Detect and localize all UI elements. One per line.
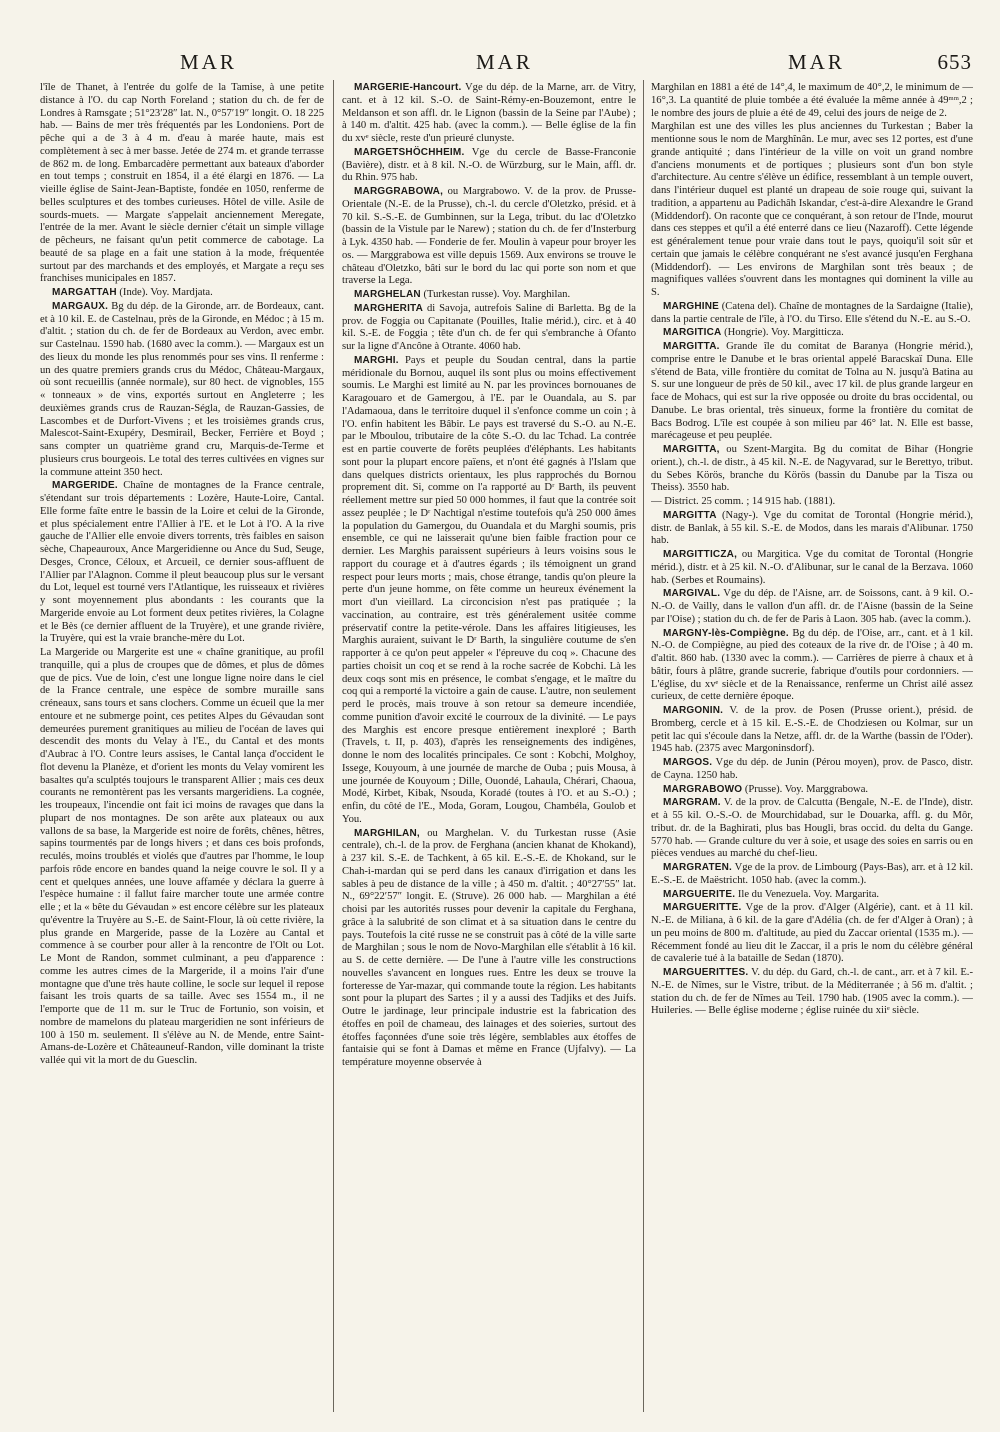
dictionary-entry [651,757,973,783]
dictionary-entry [651,510,973,548]
entry-headword: MARGITTA. [663,341,720,352]
entry-headword: MARGRABOWO [663,783,743,795]
entry-text: (Turkestan russe). Voy. Marghilan. [423,289,571,300]
dictionary-entry [651,902,973,966]
entry-headword: MARGHI. [354,354,399,366]
entry-headword: MARGATTAH [52,287,117,298]
text-column-right [651,82,973,1412]
dictionary-entry [342,82,636,146]
entry-headword: MARGUERITE. [663,888,736,900]
entry-headword: MARGHERITA [354,302,424,314]
dictionary-entry [651,341,973,443]
entry-text: V. du dép. du Gard, ch.-l. de cant., arr. et à 7 kil. E.-N.-E. de Nîmes, sur le Vistre, tribut. de la Méditerranée ; à 56 m. d'altit. ; station du ch. de fer de Nîmes au Teil. 1790 hab. (1905 avec la comm.). — Huileries. — Belle église moderne ; église ruinée du xiiᵉ siècle. [651,967,973,1017]
entry-headword: MARGNY-lès-Compiègne. [663,627,789,639]
entry-text: ou Marghelan. V. du Turkestan russe (Asie centrale), ch.-l. de la prov. de Ferghana (ancien khanat de Khokand), à 237 kil. S.-E. de Tachkent, à 65 kil. E.-S.-E. de Khokand, sur le Chah-i-mardan qui se perd dans les canaux d'irrigation et dans les sables à peu de distance de la ville ; à 450 m. d'altit. ; 40°27′55″ lat. N., 69°22′57″ longit. E. (Struve). 26 000 hab. — Marghilan a été choisi par les autorités russes pour devenir la capitale du Ferghana, grâce à la salubrité de son climat et à sa situation dans le centre du pays. Toutefois la cité russe ne se construit pas à côté de la ville sarte de Marghilan ; sous le nom de Novo-Marghilan elle s'établit à 16 kil. au S. de cette dernière. — De l'une à l'autre ville les constructions nouvelles s'avancent en longues rues. Entre les deux se trouve la forteresse de Yar-mazar, qui commande toute la région. Les habitants sont pour la plupart des Sartes ; il y a aussi des Tadjiks et des Juifs. Outre le jardinage, leur principale industrie est la fabrication des étoffes en poil de chameau, des lainages et des soieries, surtout des étoffes façonnées d'une soie très légère, semblables aux étoffes de fantaisie qui se font à Damas et même en France (Ujfalvy). — La température moyenne observée à [342,827,636,1068]
entry-headword: MARGUERITTE. [663,902,742,914]
dictionary-entry [40,287,324,300]
entry-text: V. de la prov. de Posen (Prusse orient.), présid. de Bromberg, cercle et à 15 kil. E.-S.-E. de Chodziesen ou Kolmar, sur un petit lac qui s'écoule dans la Netze, affl. dr. de la Warthe (bassin de l'Oder). 1945 hab. (2375 avec Margoninsdorf). [651,705,973,755]
entry-headword: MARGRATEN. [663,862,733,873]
dictionary-entry [651,889,973,902]
entry-text: Bg du dép. de l'Oise, arr., cant. et à 1 kil. N.-O. de Compiègne, au pied des coteaux de la rive dr. de l'Oise ; à 40 m. d'altit. 860 hab. (1330 avec la comm.). — Carrières de pierre à chaux et à bâtir, fours à plâtre, grande sucrerie, fabrique d'outils pour cordonniers. — L'église, du xvᵉ siècle et de la Renaissance, renferme un Christ ailé assez curieux, de cette dernière époque. [651,627,973,703]
entry-text: Marghilan est une des villes les plus anciennes du Turkestan ; Baber la mentionne sous le nom de Marghînân. Le mur, avec ses 12 portes, est d'une grande antiquité ; dans l'intérieur de la ville on voit un grand nombre d'anciens monuments et de portiques ; plusieurs sont d'un bon style d'architecture. Au centre s'élève un édifice, ressemblant à un temple ouvert, dans l'intérieur duquel est planté un drapeau de soie rouge qui, suivant la tradition, a appartenu au Padichâh Iskandar, c'est-à-dire Alexandre le Grand (Middendorf). On raconte que ce conquérant, à son retour de l'Inde, mourut dans ces steppes et qu'il a été enterré dans ce lieu (Nazaroff). Cette légende est généralement tenue pour vraie dans tout le pays, quoiqu'il soit sûr et certain que jamais le célèbre conquérant ne s'est avancé jusqu'en Ferghana (Middendorf). — Les environs de Marghilan sont très beaux ; de magnifiques vallées s'ouvrent dans les montagnes qui dominent la ville au S. [651,121,973,298]
entry-text: ou Szent-Margita. Bg du comitat de Bihar (Hongrie orient.), ch.-l. de distr., à 45 kil. N.-E. de Nagyvarad, sur le Berettyo, tribut. du Sebes Körös, branche du Körös (bassin du Danube par la Tisza ou Theiss). 3550 hab. [651,444,973,494]
entry-headword: MARGITTA [663,509,717,521]
entry-headword: MARGITICA [663,327,722,339]
dictionary-entry [651,705,973,756]
entry-headword: MARGIVAL. [663,588,721,600]
entry-text: Vge du cercle de Basse-Franconie (Bavière), distr. et à 8 kil. N.-O. de Würzburg, sur le Main, affl. dr. du Rhin. 975 hab. [342,146,636,184]
entry-text: La Margeride ou Margerite est une « chaîne granitique, au profil tranquille, qui a plus de croupes que de dômes, et plus de dômes que de pics. Vue de loin, c'est une longue ligne noire dans le ciel de la France centrale, une espèce de sombre muraille sans créneaux, sans tours et sans clochers. Comme un écueil que la mer entoure et ne submerge point, ces petites Alpes du Gévaudan sont demeurées purement granitiques au milieu de l'océan de laves qui descendit des monts du Velay à l'E., du Cantal et des monts d'Aubrac à l'O. Contre leurs assises, le Cantal lança d'occident le flot devenu la Planèze, et d'orient les monts du Velay vomirent les basaltes qu'a sculptés toujours le transparent Allier ; mais ces deux courants ne remontèrent pas les versants margeridiens. La cognée, les troupeaux, l'incendie ont fait ici moins de ravages que dans la plupart de nos montagnes. De son arête aux plateaux ou aux vallons de sa base, la Margeride est noire de forêts, chênes, hêtres, sapins tourmentés par de longs hivers ; et dans ces bois profonds, reculés, moins troublés et violés que d'autres par l'homme, le loup parfois rôde encore en bandes quand la neige couvre le sol. Il y a cent et quelques années, une louve affamée y déclara la guerre à l'espèce humaine : il fallut faire marcher toute une armée contre elle ; et la « bête du Gévaudan » est encore célèbre sur les plateaux qu'éventre la Truyère au S.-E. de Saint-Flour, là où cette rivière, la plus grande en Margeride, passe de la Lozère au Cantal et commence à se courber pour aller à la rencontre de l'Olt ou Lot. Le Mont de Randon, sommet culminant, a peu d'apparence : comme les autres cimes de la Margeride, il a moins l'air d'une montagne que d'une très haute colline, le socle sur lequel il repose faisant les trois quarts de sa taille. Avec ses 1554 m., il ne l'emporte que de 11 m. sur le Truc de Fortunio, son voisin, et nombre de mamelons du plateau margeridien ne sont inférieurs de 100 à 150 m. seulement. Il s'élève au N. de Mende, entre Saint-Amans-de-Lozère et Châteauneuf-Randon, ville dominant la triste vallée qui vit la mort de du Guesclin. [40,647,324,1066]
dictionary-entry [651,301,973,327]
entry-text: Vge de la prov. de Limbourg (Pays-Bas), arr. et à 12 kil. E.-S.-E. de Maëstricht. 1050 hab. (avec la comm.). [651,862,973,886]
entry-headword: MARGAUX. [52,300,109,312]
dictionary-entry [40,82,324,286]
header-right-word: MAR [788,50,845,74]
entry-text: Vge du dép. de Junin (Pérou moyen), prov. de Pasco, distr. de Cayna. 1250 hab. [651,757,973,781]
page-number: 653 [937,50,972,74]
entry-text: (Catena del). Chaîne de montagnes de la Sardaigne (Italie), dans la partie centrale de l'île, à l'O. du Tirso. Elle s'étend du N.-E. au S.-O. [651,300,973,325]
entry-text: Marghilan en 1881 a été de 14°,4, le maximum de 40°,2, le minimum de — 16°,3. La quantité de pluie tombée a été évaluée la même année à 49ᵐᵐ,2 ; le nombre des jours de pluie a été de 49, celui des jours de neige de 2. [651,82,973,119]
entry-text: V. de la prov. de Calcutta (Bengale, N.-E. de l'Inde), distr. et à 55 kil. O.-S.-O. de Mourchidabad, sur le Douarka, affl. g. du Môr, tribut. dr. de la Baghirati, plus bas Hougli, bras occid. du delta du Gange. 5770 hab. — Grande culture du ver à soie, et usage des soies en sarris ou en pièces vendues au marché du chef-lieu. [651,797,973,860]
header-center-word: MAR [476,50,533,74]
entry-headword: MARGERIDE. [52,480,118,492]
column-divider [643,80,644,1412]
dictionary-entry [651,327,973,340]
entry-headword: MARGONIN. [663,705,724,716]
header-left-word: MAR [180,50,237,74]
dictionary-entry [651,628,973,705]
entry-headword: MARGHINE [663,300,720,312]
entry-text: Grande île du comitat de Baranya (Hongrie mérid.), comprise entre le Danube et le bras oriental appelé Baracskaï Duna. Elle s'étend de Bata, ville frontière du comitat de Tolna au N. jusqu'à Batina au S. sur une longueur de près de 50 kil., avec 17 kil. de plus grande largeur en face de Mohacs, qui est sur la rive opposée ou droite du bras occidental, ou Danube. Le bras oriental, très sinueux, forme la frontière du comitat de Bacs Bodrog. L'île est coupée à son milieu par 46° lat. N. Elle est basse, marécageuse et peu peuplée. [651,341,973,442]
entry-text: di Savoja, autrefois Saline di Barletta. Bg de la prov. de Foggia ou Capitanate (Pouilles, Italie mérid.), circ. et à 40 kil. S.-E. de Foggia ; tête d'un ch. de fer qui s'embranche à Ofanto sur la ligne d'Ancône à Otrante. 4060 hab. [342,302,636,352]
entry-text: (Hongrie). Voy. Margitticza. [724,327,844,339]
entry-text: Vge de la prov. d'Alger (Algérie), cant. et à 11 kil. N.-E. de Miliana, à 6 kil. de la gare d'Adélia (ch. de fer d'Alger à Oran) ; à un peu moins de 800 m. d'altitude, au pied du Zaccar oriental (1535 m.). — Récemment fondé au lieu dit le Zaccar, il a pris le nom du célèbre général de cavalerie tué à la bataille de Sedan (1870). [651,902,973,965]
dictionary-entry [342,147,636,185]
dictionary-entry [651,496,973,509]
text-column-left [40,82,324,1412]
entry-text: Ile du Venezuela. Voy. Margarita. [737,888,880,900]
entry-headword: MARGERIE-Hancourt. [354,82,462,93]
text-column-middle [342,82,636,1412]
dictionary-entry [40,647,324,1068]
entry-text: (Inde). Voy. Mardjata. [119,287,213,298]
dictionary-entry [651,444,973,495]
dictionary-entry [40,301,324,480]
entry-text: (Nagy-). Vge du comitat de Torontal (Hongrie mérid.), distr. de Banlak, à 55 kil. S.-E. de Modos, dans les marais d'Alibunar. 1750 hab. [651,509,973,547]
dictionary-entry [342,303,636,354]
entry-headword: MARGHILAN, [354,827,420,839]
dictionary-entry [651,967,973,1018]
entry-text: Vge du dép. de l'Aisne, arr. de Soissons, cant. à 9 kil. O.-N.-O. de Vailly, dans le vallon d'un affl. dr. de l'Aisne (bassin de la Seine par l'Oise) ; station du ch. de fer de Paris à Laon. 305 hab. (avec la comm.). [651,588,973,625]
dictionary-entry [651,797,973,861]
column-divider [333,80,334,1412]
dictionary-entry [342,289,636,302]
dictionary-entry [40,480,324,646]
dictionary-entry [342,828,636,1070]
dictionary-entry [342,355,636,827]
entry-text: ou Margitica. Vge du comitat de Torontal (Hongrie mérid.), distr. et à 25 kil. N.-O. d'Alibunar, sur le canal de la Berzava. 1060 hab. (Serbes et Roumains). [651,549,973,586]
entry-headword: MARGOS. [663,757,713,768]
entry-headword: MARGRAM. [663,797,721,809]
entry-text: Bg du dép. de la Gironde, arr. de Bordeaux, cant. et à 10 kil. E. de Castelnau, près de la Gironde, en Médoc ; à 15 m. d'altit. ; station du ch. de fer de Bordeaux au Verdon, avec embr. sur Castelnau. 1590 hab. (1680 avec la comm.). — Margaux est un des lieux du monde les plus renommés pour ses vins. Il renferme : un des quatre premiers grands crus du Médoc, Château-Margaux, où sont recueillis (année normale), sur 80 hect. de vignobles, 155 « tonneaux » de vins, exportés surtout en Angleterre ; les deuxièmes grands crus de Rauzan-Ségla, de Rauzan-Gassies, de Lascombes et de Durfort-Vivens ; et les troisièmes grands crus, Malescot-Saint-Exupéry, Desmirail, Becker, Ferrière et Boyd ; sans compter un quatrième grand cru, Marquis-de-Terme et plusieurs crus bourgeois. Le total des terres cultivées en vignes sur la commune atteint 350 hect. [40,300,324,478]
dictionary-entry [651,588,973,626]
entry-text: l'île de Thanet, à l'entrée du golfe de la Tamise, à une petite distance à l'O. du cap North Foreland ; station du ch. de fer de Londres à Ramsgate ; 51°23′28″ lat. N., 0°57′19″ longit. O. 18 225 hab. — Bains de mer très fréquentés par les Londoniens. Port de pêche qui a de 3 à 4 m. d'eau à marée haute, mais est complètement à sec à mer basse. Jetée de 274 m. et grande terrasse de 862 m. de long. Embarcadère permettant aux bateaux d'aborder en tout temps ; construit en 1854, il a été élargi en 1876. — La vieille église de Saint-Jean-Baptiste, fondée en 1050, renferme de belles sculptures et des tombes curieuses. Hôtel de ville. Asile de sourds-muets. — Margate s'appelait anciennement Meregate, l'entrée de la mer. Avant le siècle dernier c'était un simple village de pêcheurs, ne faisant qu'un petit commerce de cabotage. La beauté de sa plage en a fait une station à la mode, fréquentée surtout par des marchands et des employés, et Margate a reçu ses franchises municipales en 1857. [40,82,324,285]
dictionary-entry [651,784,973,797]
entry-text: ou Margrabowo. V. de la prov. de Prusse-Orientale (N.-E. de la Prusse), ch.-l. du cercle d'Oletzko, présid. et à 70 kil. S.-S.-E. de Gumbinnen, sur la Lega, tribut. du lac d'Oletzko (bassin de la Vistule par le Narew) ; station du ch. de fer d'Insterburg à Lyk. 4350 hab. — Fonderie de fer. Moulin à vapeur pour broyer les os. — Marggrabowa est ville depuis 1569. Aux environs se trouve le château d'Oletzko, bâti sur le bord du lac qui porte son nom et que traverse la Lega. [342,186,636,287]
entry-headword: MARGETSHÖCHHEIM. [354,146,465,158]
dictionary-entry [651,549,973,587]
entry-headword: MARGUERITTES. [663,967,749,978]
entry-text: — District. 25 comm. ; 14 915 hab. (1881). [651,496,836,507]
dictionary-entry [651,121,973,300]
dictionary-entry [651,862,973,888]
running-header [40,50,972,80]
entry-text: Chaîne de montagnes de la France centrale, s'étendant sur trois départements : Lozère, Haute-Loire, Cantal. Elle forme faîte entre le bassin de la Loire et celui de la Gironde, et plus spécialement entre l'Allier à l'E. et le Lot à l'O. A la rive gauche de l'Allier elle envoie divers torrents, très faibles en saison sèche, Chapeauroux, Ance Margeridienne ou Ance du Sud, Seuge, Desges, Cronce, Céloux, et Arcueil, ce dernier sous-affluent de l'Allier par l'Alagnon. Comme il pleut beaucoup plus sur le versant du Lot, lequel est tourné vers l'Atlantique, les ruisseaux et rivières y sont moyennement plus abondants : les courants que la Margeride envoie au Lot forment deux petites rivières, la Colagne et le Bès (ce dernier affluent de la Truyère), et une grande rivière, la Truyère, qui est la vraie branche-mère du Lot. [40,480,324,645]
dictionary-entry [651,82,973,120]
entry-text: Pays et peuple du Soudan central, dans la partie méridionale du Bornou, auquel ils sont plus ou moins effectivement soumis. Le Marghi est limité au N. par les provinces bornouanes de Karagouaro et de Gamergou, à l'E. par le Ouandala, au S. par l'Adamaoua, dans le territoire duquel il s'enfonce comme un coin ; à l'O. enfin habitent les Bâbir. Le pays est traversé du S.-O. au N.-E. par le Mboulou, tributaire de la côte S.-O. du lac Tchad. La contrée est en partie couverte de forêts peuplées d'éléphants. Les habitants sont pour la plupart encore païens, et n'ont été gagnés à l'Islam que dans quelques districts orientaux, les plus rapprochés du Bornou proprement dit. Si, comme on l'a rapporté au Dʳ Barth, ils peuvent réellement mettre sur pied 50 000 hommes, il faut que la contrée soit assez peuplée ; le Dʳ Nachtigal n'estime toutefois qu'à 250 000 âmes la population du Gamergou, du Ouandala et du Marghi soumis, pris ensemble, ce qui ne laisserait qu'une bien faible fraction pour ce dernier. Les Marghis paraissent supérieurs à leurs voisins sous le rapport du courage et à d'autres égards ; ils témoignent un grand respect pour leurs morts ; mais, chose étrange, tandis qu'on pleure la perte d'un jeune homme, on fête comme un heureux événement la mort d'un vieillard. La circoncision n'est pas pratiquée ; la vaccination, au contraire, est très généralement usitée comme préservatif contre la petite-vérole. Dans les affaires litigieuses, les Marghis auraient, suivant le Dʳ Barth, la singulière coutume de s'en rapporter à ce qu'on peut appeler « l'épreuve du coq ». Chacune des parties choisit un coq et se rend à la roche sacrée de Kobchi. Là les deux coqs sont mis en présence, le combat s'engage, et le maître du coq qui a remporté la victoire a gain de cause. L'autre, non seulement perd le procès, mais trouve à son retour sa demeure incendiée, comme punition d'avoir excité le courroux de la divinité. — Le pays des Marghis est encore presque entièrement inexploré ; Barth (Travels, t. II, p. 403), d'après les renseignements des indigènes, donne le nom des localités principales. Ce sont : Kobchi, Molghoy, Issege, Kouyoum, à une journée de marche de Ouba ; puis Mousa, à une journée de Kouyoum ; Dille, Ouondé, Lahaula, Chérari, Chaoua, Modé, Kirbet, Kibak, Nsouda, Koradé (toutes à l'O. et au S.-O.) ; enfin, du côté de l'E., Moda, Goram, Lougou, Chambéla, Goulob et You. [342,354,636,825]
entry-headword: MARGITTICZA, [663,549,738,560]
entry-text: Vge du dép. de la Marne, arr. de Vitry, cant. et à 12 kil. S.-O. de Saint-Rémy-en-Bouzemont, entre le Meldanson et son affl. dr. le Lignon (bassin de la Seine par l'Aube) ; à 140 m. d'altit. 425 hab. (avec la comm.). — Belle église de la fin du xvᵉ siècle, reste d'un prieuré clunyste. [342,82,636,144]
entry-headword: MARGITTA, [663,444,720,455]
dictionary-entry [342,186,636,288]
entry-headword: MARGGRABOWA, [354,186,444,197]
entry-text: (Prusse). Voy. Marggrabowa. [744,783,869,795]
entry-headword: MARGHELAN [354,289,421,300]
